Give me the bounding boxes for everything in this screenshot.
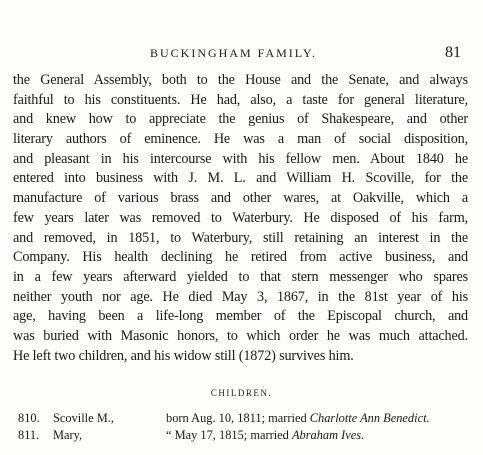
child-detail xyxy=(166,411,430,426)
child-number: 810. xyxy=(18,411,40,425)
body-line: and pleasant in his intercourse with his fellow men. About 1840 he xyxy=(13,150,468,167)
body-line: was buried with Masonic honors, to which order he was much attached. xyxy=(13,327,468,344)
body-paragraph xyxy=(13,71,468,366)
child-birth-marriage: born Aug. 10, 1811; married xyxy=(166,411,310,425)
child-spouse: Charlotte Ann Benedict. xyxy=(309,411,430,425)
body-line: and knew how to appreciate the genius of Shakespeare, and other xyxy=(13,111,468,128)
children-heading: CHILDREN. xyxy=(210,388,273,398)
child-detail xyxy=(166,428,364,443)
body-line: manufacture of various brass and other wares, at Oakville, which a xyxy=(13,190,468,207)
page-number: 81 xyxy=(445,44,461,61)
child-birth-marriage: “ May 17, 1815; married xyxy=(166,428,292,442)
child-entry xyxy=(18,428,473,445)
children-list xyxy=(18,411,473,445)
child-entry xyxy=(18,411,473,428)
body-line: age, having been a life-long member of the Episcopal church, and xyxy=(13,308,468,325)
body-line: in a few years afterward yielded to that stern messenger who spares xyxy=(13,268,468,285)
body-line: entered into business with J. M. L. and William H. Scoville, for the xyxy=(13,170,468,187)
child-spouse: Abraham Ives. xyxy=(291,428,365,442)
child-number: 811. xyxy=(18,428,40,442)
body-line: the General Assembly, both to the House and the Senate, and always xyxy=(13,72,468,88)
body-line: He left two children, and his widow still (1872) survives him. xyxy=(13,347,354,364)
body-line: literary authors of eminence. He was a man of social disposition, xyxy=(13,131,468,148)
child-name: Scoville M., xyxy=(53,411,114,425)
child-name: Mary, xyxy=(53,428,83,442)
running-title: BUCKINGHAM FAMILY. xyxy=(150,46,318,60)
running-head xyxy=(0,46,483,64)
body-line: few years later was removed to Waterbury. He disposed of his farm, xyxy=(13,209,468,226)
body-line: faithful to his constituents. He had, also, a taste for general literature, xyxy=(13,91,468,108)
body-line: and removed, in 1851, to Waterbury, still retaining an interest in the xyxy=(13,229,468,246)
body-line: Company. His health declining he retired from active business, and xyxy=(13,249,468,266)
body-line: neither youth nor age. He died May 3, 1867, in the 81st year of his xyxy=(13,288,468,305)
